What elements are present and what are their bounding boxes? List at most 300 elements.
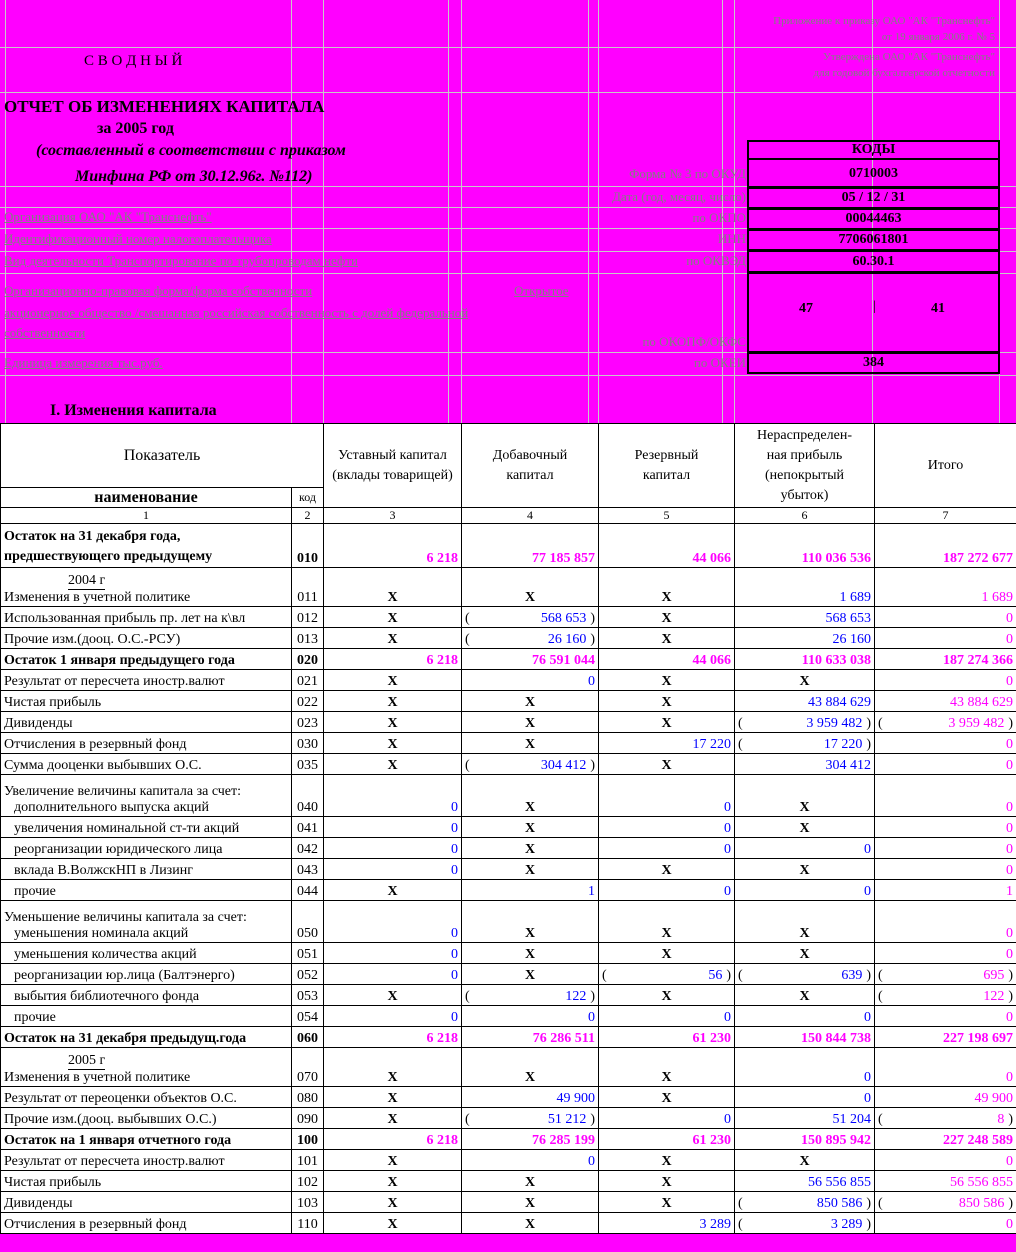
cell-3: X [324, 691, 462, 712]
row-label: уменьшения номинала акций [14, 926, 189, 941]
org-label: Организация ОАО "АК "Транснефть" [4, 209, 212, 224]
cell-6: ( 3 289 ) [735, 1213, 875, 1234]
row-name [1, 568, 292, 607]
cell-7: 0 [875, 901, 1016, 943]
cell-7: 1 689 [875, 568, 1016, 607]
row-label: Остаток на 1 января отчетного года [4, 1133, 232, 1148]
cell-5: X [599, 691, 735, 712]
table-row [1, 1006, 1016, 1027]
row-code: 090 [292, 1108, 324, 1129]
cell-3: X [324, 1171, 462, 1192]
cell-6: 110 036 536 [735, 524, 875, 568]
table-row [1, 1087, 1016, 1108]
cell-4: X [462, 568, 599, 607]
cell-3: 0 [324, 943, 462, 964]
cell-4: X [462, 817, 599, 838]
row-name [1, 1150, 292, 1171]
table-row [1, 1171, 1016, 1192]
row-label: дополнительного выпуска акций [14, 800, 210, 815]
title-year: за 2005 год [97, 120, 174, 137]
row-code: 102 [292, 1171, 324, 1192]
cell-6: X [735, 943, 875, 964]
legal-form-line2: акционерное общество /смешанная российская собственность с долей федеральной [4, 305, 469, 320]
row-code: 110 [292, 1213, 324, 1234]
colnum-1: 1 [1, 508, 292, 524]
table-row [1, 628, 1016, 649]
cell-4: X [462, 964, 599, 985]
table-row [1, 1027, 1016, 1048]
cell-7: ( 8 ) [875, 1108, 1016, 1129]
row-code: 010 [292, 524, 324, 568]
cell-6: X [735, 1150, 875, 1171]
table-row [1, 964, 1016, 985]
row-name [1, 691, 292, 712]
cell-3: 0 [324, 838, 462, 859]
cell-5: X [599, 628, 735, 649]
cell-4: X [462, 901, 599, 943]
row-label: прочие [14, 884, 56, 899]
row-group-label: Уменьшение величины капитала за счет: [4, 910, 247, 925]
table-row [1, 712, 1016, 733]
row-label: Дивиденды [4, 716, 73, 731]
row-code: 043 [292, 859, 324, 880]
cell-3: 6 218 [324, 1129, 462, 1150]
section-title: I. Изменения капитала [50, 402, 217, 419]
row-label: Использованная прибыль пр. лет на к\вл [4, 611, 246, 626]
row-label: реорганизации юр.лица (Балтэнерго) [14, 968, 235, 983]
row-label: выбытия библиотечного фонда [14, 989, 200, 1004]
legal-form-label-b: Открытое [514, 283, 569, 298]
cell-6: 0 [735, 1087, 875, 1108]
table-row [1, 775, 1016, 817]
title-basis-line2: Минфина РФ от 30.12.96г. №112) [75, 168, 313, 185]
cell-5: 3 289 [599, 1213, 735, 1234]
cell-3: X [324, 1087, 462, 1108]
row-code: 054 [292, 1006, 324, 1027]
row-code: 041 [292, 817, 324, 838]
cell-5: X [599, 670, 735, 691]
cell-7: 0 [875, 1006, 1016, 1027]
cell-6: ( 3 959 482 ) [735, 712, 875, 733]
table-row [1, 1213, 1016, 1234]
cell-3: 0 [324, 859, 462, 880]
cell-3: X [324, 880, 462, 901]
approved-line1: Утверждена ОАО "АК "Транснефть" [823, 51, 995, 63]
cell-5: X [599, 1150, 735, 1171]
row-label: прочие [14, 1010, 56, 1025]
row-label: увеличения номинальной ст-ти акций [14, 821, 240, 836]
cell-3: 6 218 [324, 524, 462, 568]
row-code: 101 [292, 1150, 324, 1171]
colnum-4: 4 [462, 508, 599, 524]
cell-5: X [599, 1048, 735, 1087]
table-row [1, 1192, 1016, 1213]
cell-6: 0 [735, 880, 875, 901]
cell-7: 0 [875, 1048, 1016, 1087]
row-name [1, 943, 292, 964]
cell-4: ( 568 653 ) [462, 607, 599, 628]
cell-6: X [735, 985, 875, 1006]
cell-5: 0 [599, 880, 735, 901]
row-name [1, 754, 292, 775]
okpo-value: 00044463 [747, 207, 1000, 231]
okved-value: 60.30.1 [747, 249, 1000, 274]
cell-3: 0 [324, 964, 462, 985]
cell-5: X [599, 859, 735, 880]
row-code: 053 [292, 985, 324, 1006]
activity-label: Вид деятельности Транспортирование по трубопроводам нефти [4, 253, 358, 268]
row-label: вклада В.ВолжскНП в Лизинг [14, 863, 193, 878]
cell-7: 0 [875, 754, 1016, 775]
report-header [0, 0, 1016, 424]
cell-7: 0 [875, 817, 1016, 838]
cell-4: 1 [462, 880, 599, 901]
cell-4: ( 304 412 ) [462, 754, 599, 775]
cell-5: X [599, 712, 735, 733]
row-label: Чистая прибыль [4, 695, 102, 710]
cell-7: ( 122 ) [875, 985, 1016, 1006]
cell-4: ( 51 212 ) [462, 1108, 599, 1129]
row-label: Остаток на 31 декабря предыдущ.года [4, 1031, 247, 1046]
row-name [1, 838, 292, 859]
table-row [1, 607, 1016, 628]
cell-6: 150 895 942 [735, 1129, 875, 1150]
row-code: 020 [292, 649, 324, 670]
cell-6: 43 884 629 [735, 691, 875, 712]
cell-6: X [735, 859, 875, 880]
cell-6: 1 689 [735, 568, 875, 607]
cell-3: X [324, 733, 462, 754]
row-code: 030 [292, 733, 324, 754]
row-label: Отчисления в резервный фонд [4, 737, 187, 752]
row-name [1, 607, 292, 628]
cell-4: 0 [462, 1150, 599, 1171]
cell-7: 0 [875, 607, 1016, 628]
row-name [1, 880, 292, 901]
okopf-separator: | [873, 299, 876, 314]
inn-value: 7706061801 [747, 228, 1000, 252]
cell-4: X [462, 1171, 599, 1192]
row-label: Результат от переоценки объектов О.С. [4, 1091, 237, 1106]
cell-7: 56 556 855 [875, 1171, 1016, 1192]
table-row [1, 859, 1016, 880]
row-name [1, 712, 292, 733]
legal-form-line3: собственности [4, 325, 86, 340]
cell-3: 6 218 [324, 649, 462, 670]
cell-6: 150 844 738 [735, 1027, 875, 1048]
row-name [1, 1192, 292, 1213]
row-name [1, 733, 292, 754]
table-row [1, 649, 1016, 670]
cell-7: 187 274 366 [875, 649, 1016, 670]
cell-7: ( 850 586 ) [875, 1192, 1016, 1213]
cell-6: 56 556 855 [735, 1171, 875, 1192]
cell-6: 0 [735, 838, 875, 859]
capital-changes-table [0, 423, 1016, 1234]
inn-code-label: ИНН [717, 231, 746, 246]
header-code: код [292, 488, 324, 508]
table-row [1, 754, 1016, 775]
cell-6: 304 412 [735, 754, 875, 775]
table-row [1, 524, 1016, 568]
row-code: 080 [292, 1087, 324, 1108]
cell-7: 227 248 589 [875, 1129, 1016, 1150]
cell-5: 44 066 [599, 649, 735, 670]
row-label: Дивиденды [4, 1196, 73, 1211]
cell-4: 77 185 857 [462, 524, 599, 568]
row-label: Прочие изм.(дооц. О.С.-РСУ) [4, 632, 181, 647]
cell-3: 0 [324, 901, 462, 943]
cell-7: ( 3 959 482 ) [875, 712, 1016, 733]
year-label: 2004 г [68, 573, 106, 588]
okpo-label: по ОКПО [692, 210, 746, 225]
cell-7: 187 272 677 [875, 524, 1016, 568]
okei-label: по ОКЕИ [693, 355, 746, 370]
row-name [1, 670, 292, 691]
row-group-label: Увеличение величины капитала за счет: [4, 784, 242, 799]
row-label: Чистая прибыль [4, 1175, 102, 1190]
cell-5: 0 [599, 1006, 735, 1027]
cell-3: 0 [324, 775, 462, 817]
table-row [1, 838, 1016, 859]
cell-6: 51 204 [735, 1108, 875, 1129]
cell-4: 76 286 511 [462, 1027, 599, 1048]
cell-6: ( 17 220 ) [735, 733, 875, 754]
cell-4: X [462, 1048, 599, 1087]
cell-3: X [324, 1048, 462, 1087]
cell-5: 61 230 [599, 1129, 735, 1150]
row-code: 023 [292, 712, 324, 733]
cell-6: 568 653 [735, 607, 875, 628]
cell-7: 43 884 629 [875, 691, 1016, 712]
cell-6: 0 [735, 1048, 875, 1087]
cell-3: X [324, 1150, 462, 1171]
cell-3: X [324, 607, 462, 628]
cell-4: X [462, 1213, 599, 1234]
cell-7: 0 [875, 838, 1016, 859]
header-charter-capital: Уставный капитал (вклады товарищей) [324, 424, 462, 508]
cell-6: 26 160 [735, 628, 875, 649]
row-code: 044 [292, 880, 324, 901]
cell-5: 61 230 [599, 1027, 735, 1048]
row-label: Сумма дооценки выбывших О.С. [4, 758, 202, 773]
row-name [1, 1087, 292, 1108]
okfs-value: 41 [931, 301, 945, 316]
codes-box [747, 140, 998, 374]
codes-title: КОДЫ [747, 140, 1000, 160]
cell-3: X [324, 985, 462, 1006]
cell-5: X [599, 943, 735, 964]
title-svodny: С В О Д Н Ы Й [84, 53, 183, 69]
cell-7: 0 [875, 1150, 1016, 1171]
cell-5: 0 [599, 1108, 735, 1129]
row-name [1, 1048, 292, 1087]
table-row [1, 943, 1016, 964]
cell-3: 6 218 [324, 1027, 462, 1048]
row-name [1, 964, 292, 985]
row-label: Изменения в учетной политике [4, 590, 191, 605]
colnum-7: 7 [875, 508, 1016, 524]
okei-value: 384 [747, 351, 1000, 374]
row-code: 060 [292, 1027, 324, 1048]
cell-4: X [462, 943, 599, 964]
cell-4: ( 26 160 ) [462, 628, 599, 649]
cell-7: 227 198 697 [875, 1027, 1016, 1048]
cell-5: X [599, 754, 735, 775]
header-name: наименование [1, 488, 292, 508]
table-row [1, 817, 1016, 838]
row-name [1, 1129, 292, 1150]
row-label: Изменения в учетной политике [4, 1070, 191, 1085]
cell-4: X [462, 775, 599, 817]
cell-5: 0 [599, 775, 735, 817]
cell-3: X [324, 1192, 462, 1213]
row-code: 100 [292, 1129, 324, 1150]
row-name [1, 1027, 292, 1048]
table-row [1, 1048, 1016, 1087]
approved-line2: для годовой бухгалтерской отчетности [813, 67, 995, 79]
table-body [1, 524, 1016, 1234]
row-name [1, 775, 292, 817]
cell-6: X [735, 775, 875, 817]
row-name [1, 1171, 292, 1192]
cell-5: X [599, 568, 735, 607]
cell-6: X [735, 901, 875, 943]
cell-5: X [599, 1171, 735, 1192]
row-label: Результат от пересчета иностр.валют [4, 1154, 225, 1169]
row-name [1, 859, 292, 880]
row-name [1, 901, 292, 943]
table-row [1, 733, 1016, 754]
cell-4: X [462, 712, 599, 733]
attachment-line1: Приложение к приказу ОАО "АК "Транснефть" [773, 15, 995, 27]
colnum-3: 3 [324, 508, 462, 524]
title-report: ОТЧЕТ ОБ ИЗМЕНЕНИЯХ КАПИТАЛА [4, 97, 325, 116]
cell-4: ( 122 ) [462, 985, 599, 1006]
cell-5: X [599, 901, 735, 943]
date-label: Дата (год, месяц, число) [612, 189, 746, 204]
date-value: 05 / 12 / 31 [747, 186, 1000, 210]
cell-3: X [324, 1108, 462, 1129]
row-label: уменьшения количества акций [14, 947, 197, 962]
table-row [1, 880, 1016, 901]
cell-4: 76 285 199 [462, 1129, 599, 1150]
cell-4: X [462, 733, 599, 754]
table-row [1, 1150, 1016, 1171]
legal-form-label: Организационно-правовая форма/форма собственности [4, 283, 313, 298]
table-row [1, 670, 1016, 691]
inn-label: Идентификационный номер налогоплательщика [4, 231, 272, 246]
header-reserve-capital: Резервный капитал [599, 424, 735, 508]
cell-3: X [324, 1213, 462, 1234]
attachment-line2: от 19 января 2006 г. № 5 [881, 31, 995, 43]
cell-6: X [735, 670, 875, 691]
title-basis-line1: (составленный в соответствии с приказом [36, 142, 346, 159]
row-code: 021 [292, 670, 324, 691]
row-code: 040 [292, 775, 324, 817]
row-label: Остаток 1 января предыдущего года [4, 653, 235, 668]
row-code: 051 [292, 943, 324, 964]
cell-5: X [599, 985, 735, 1006]
cell-4: 49 900 [462, 1087, 599, 1108]
row-name [1, 1108, 292, 1129]
header-retained-earnings: Нераспределен-ная прибыль (непокрытый убыток) [735, 424, 875, 508]
cell-5: X [599, 1087, 735, 1108]
colnum-6: 6 [735, 508, 875, 524]
row-code: 052 [292, 964, 324, 985]
cell-3: 0 [324, 1006, 462, 1027]
unit-label: Единица измерения тыс.руб. [4, 355, 163, 370]
colnum-2: 2 [292, 508, 324, 524]
table-row [1, 1108, 1016, 1129]
cell-7: 0 [875, 775, 1016, 817]
cell-7: ( 695 ) [875, 964, 1016, 985]
table-row [1, 901, 1016, 943]
cell-3: X [324, 712, 462, 733]
cell-4: 0 [462, 670, 599, 691]
row-code: 050 [292, 901, 324, 943]
cell-3: X [324, 568, 462, 607]
cell-4: X [462, 838, 599, 859]
cell-5: 44 066 [599, 524, 735, 568]
row-code: 012 [292, 607, 324, 628]
cell-7: 0 [875, 859, 1016, 880]
cell-7: 0 [875, 628, 1016, 649]
row-name [1, 817, 292, 838]
cell-7: 1 [875, 880, 1016, 901]
row-code: 103 [292, 1192, 324, 1213]
row-label: Прочие изм.(дооц. выбывших О.С.) [4, 1112, 217, 1127]
header-additional-capital: Добавочный капитал [462, 424, 599, 508]
cell-6: ( 850 586 ) [735, 1192, 875, 1213]
row-code: 013 [292, 628, 324, 649]
cell-5: 17 220 [599, 733, 735, 754]
cell-3: X [324, 754, 462, 775]
row-code: 070 [292, 1048, 324, 1087]
row-label: Результат от пересчета иностр.валют [4, 674, 225, 689]
cell-5: 0 [599, 817, 735, 838]
row-label: реорганизации юридического лица [14, 842, 223, 857]
form-okud-label: Форма № 3 по ОКУД [629, 166, 746, 181]
row-name [1, 1006, 292, 1027]
year-label: 2005 г [68, 1053, 106, 1068]
cell-3: X [324, 670, 462, 691]
cell-4: 0 [462, 1006, 599, 1027]
table-row [1, 691, 1016, 712]
cell-3: 0 [324, 817, 462, 838]
cell-7: 0 [875, 733, 1016, 754]
okud-value: 0710003 [747, 158, 1000, 189]
row-code: 011 [292, 568, 324, 607]
cell-7: 0 [875, 1213, 1016, 1234]
cell-5: ( 56 ) [599, 964, 735, 985]
row-name [1, 628, 292, 649]
row-label: Отчисления в резервный фонд [4, 1217, 187, 1232]
row-code: 035 [292, 754, 324, 775]
cell-7: 0 [875, 943, 1016, 964]
cell-6: X [735, 817, 875, 838]
row-name [1, 649, 292, 670]
colnum-5: 5 [599, 508, 735, 524]
row-code: 022 [292, 691, 324, 712]
cell-4: X [462, 1192, 599, 1213]
cell-5: X [599, 607, 735, 628]
row-code: 042 [292, 838, 324, 859]
cell-6: ( 639 ) [735, 964, 875, 985]
row-name [1, 1213, 292, 1234]
row-name [1, 985, 292, 1006]
cell-7: 49 900 [875, 1087, 1016, 1108]
